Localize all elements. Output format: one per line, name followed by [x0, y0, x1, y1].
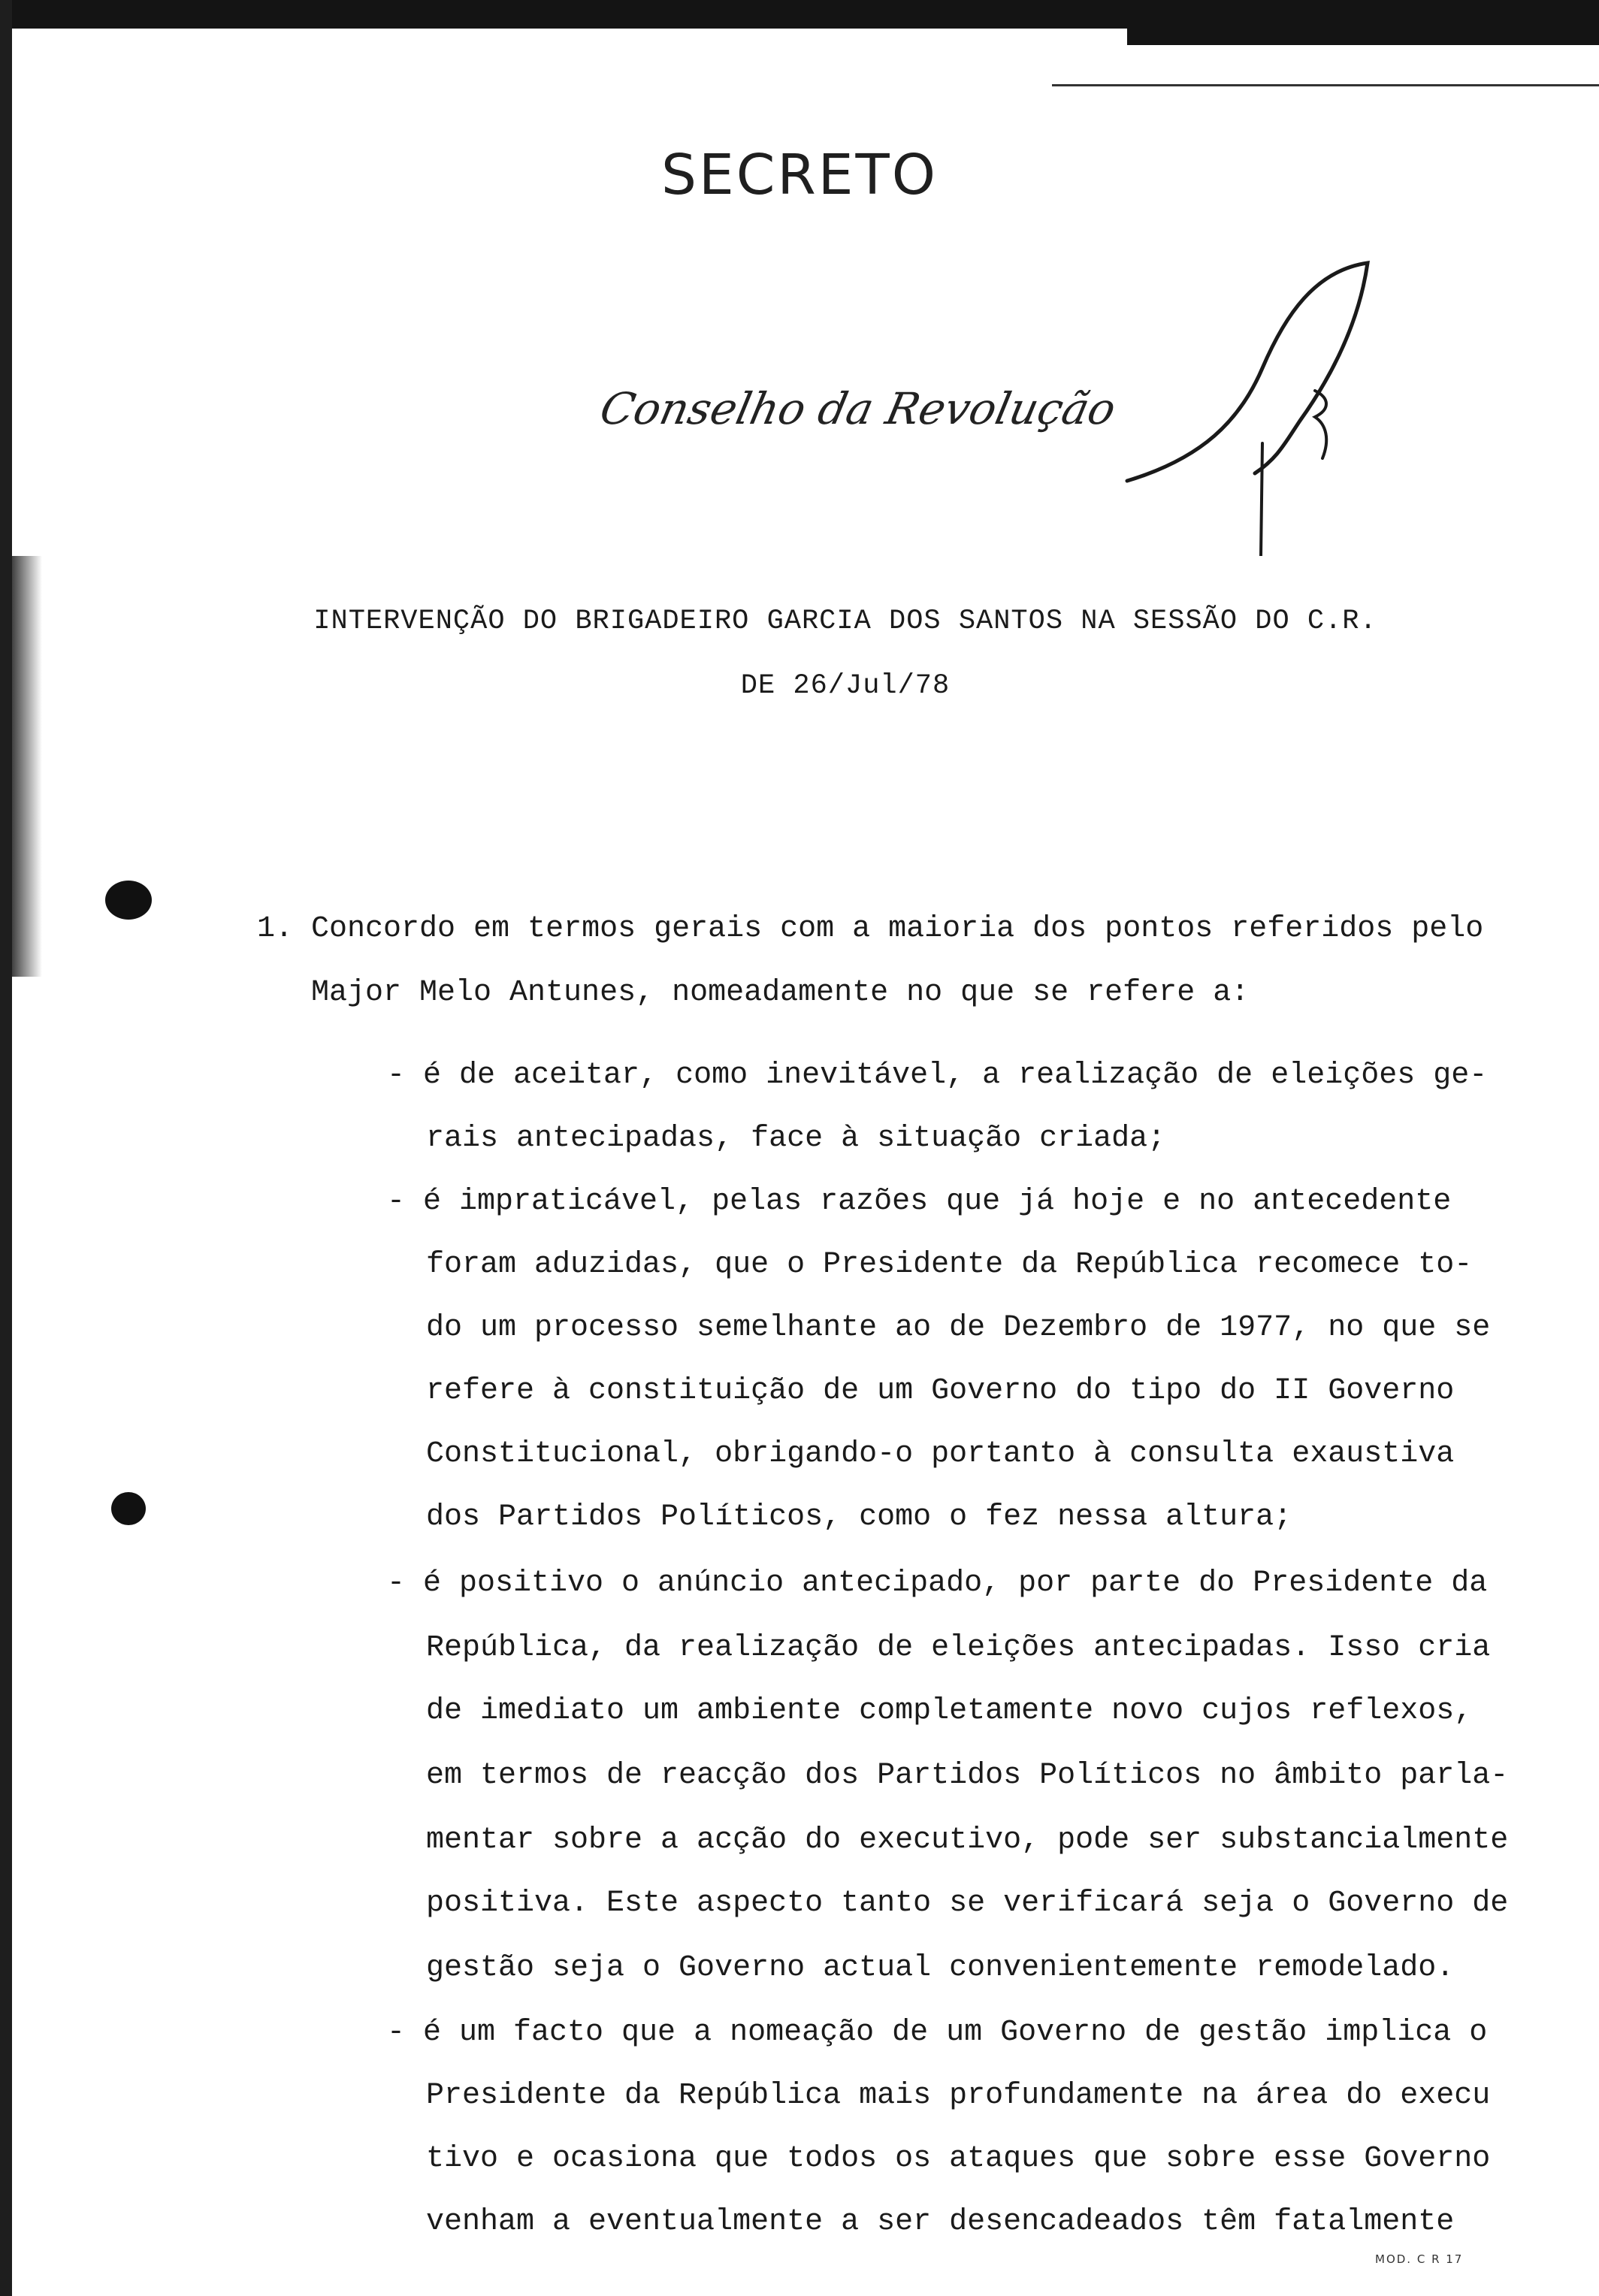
body-line: de imediato um ambiente completamente novo cujos reflexos, [426, 1694, 1473, 1728]
body-line: foram aduzidas, que o Presidente da República recomece to- [426, 1248, 1473, 1282]
body-line: - é um facto que a nomeação de um Governo de gestão implica o [387, 2016, 1488, 2050]
body-line: dos Partidos Políticos, como o fez nessa altura; [426, 1500, 1292, 1534]
document-date: DE 26/Jul/78 [740, 670, 951, 702]
punch-hole-lower [111, 1492, 146, 1525]
body-line: gestão seja o Governo actual convenientemente remodelado. [426, 1951, 1455, 1985]
body-line: refere à constituição de um Governo do tipo do II Governo [426, 1374, 1455, 1408]
body-line: 1. Concordo em termos gerais com a maioria dos pontos referidos pelo [257, 912, 1484, 946]
body-line: - é positivo o anúncio antecipado, por parte do Presidente da [387, 1566, 1488, 1600]
body-line: venham a eventualmente a ser desencadeados têm fatalmente [426, 2205, 1455, 2239]
punch-hole-upper [105, 881, 152, 920]
body-line: mentar sobre a acção do executivo, pode ser substancialmente [426, 1823, 1509, 1857]
body-line: Major Melo Antunes, nomeadamente no que se refere a: [311, 976, 1250, 1010]
body-line: - é impraticável, pelas razões que já hoje e no antecedente [387, 1185, 1452, 1219]
body-line: República, da realização de eleições antecipadas. Isso cria [426, 1631, 1491, 1665]
body-line: do um processo semelhante ao de Dezembro de 1977, no que se [426, 1311, 1491, 1345]
scan-top-edge-notch [1127, 0, 1599, 45]
scan-left-edge [0, 0, 12, 2296]
body-line: - é de aceitar, como inevitável, a realização de eleições ge- [387, 1059, 1488, 1092]
top-rule [1052, 84, 1599, 86]
body-line: Presidente da República mais profundamente na área do execu [426, 2079, 1491, 2113]
classification-stamp: SECRETO [660, 143, 939, 207]
handwritten-signature [1112, 255, 1413, 556]
body-line: tivo e ocasiona que todos os ataques que sobre esse Governo [426, 2142, 1491, 2176]
document-heading: INTERVENÇÃO DO BRIGADEIRO GARCIA DOS SANTOS NA SESSÃO DO C.R. [313, 606, 1377, 637]
body-line: rais antecipadas, face à situação criada; [426, 1122, 1166, 1156]
body-line: em termos de reacção dos Partidos Políticos no âmbito parla- [426, 1759, 1509, 1793]
letterhead: Conselho da Revolução [595, 383, 1120, 434]
body-line: Constitucional, obrigando-o portanto à consulta exaustiva [426, 1437, 1455, 1471]
body-line: positiva. Este aspecto tanto se verificará seja o Governo de [426, 1887, 1509, 1920]
form-code: MOD. C R 17 [1375, 2252, 1464, 2266]
